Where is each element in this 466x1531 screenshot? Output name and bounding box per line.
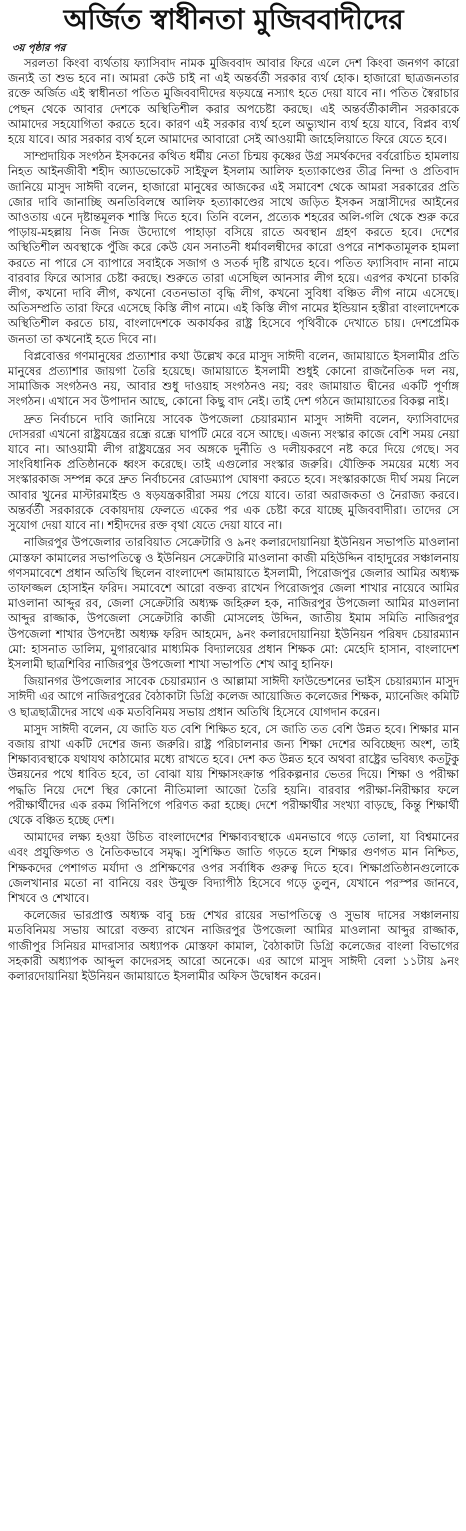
article-headline: অর্জিত স্বাধীনতা মুজিববাদীদের bbox=[63, 3, 404, 36]
continued-from-label: ৩য় পৃষ্ঠার পর bbox=[12, 43, 66, 54]
article-paragraph: কলেজের ভারপ্রাপ্ত অধ্যক্ষ বাবু চন্দ্র শেখর রায়ের সভাপতিত্বে ও সুভাষ দাসের সঞ্চালনায় মতবিনিময় সভায় আরো বক্তব্য রাখেন নাজিরপুর উপজেলা আমির মাওলানা আব্দুর রাজ্জাক, গাজীপুর সিনিয়র মাদরাসার অধ্যাপক মোস্তফা কামাল, বৈঠাকাটা ডিগ্রি কলেজের বাংলা বিভাগের সহকারী অধ্যাপক আব্দুল কাদেরসহ আরো অনেকে। এর আগে মাসুদ সাঈদী বেলা ১১টায় ৯নং কলারদোয়ানিয়া ইউনিয়ন জামায়াতে ইসলামীর অফিস উদ্বোধন করেন। bbox=[8, 908, 459, 983]
article-paragraph: সরলতা কিংবা ব্যর্থতায় ফ্যাসিবাদ নামক মুজিববাদ আবার ফিরে এলে দেশ কিংবা জনগণ কারো জন্যই তা শুভ হবে না। আমরা কেউ চাই না এই অন্তর্বর্তী সরকার ব্যর্থ হোক। হাজারো ছাত্রজনতার রক্তে অর্জিত এই স্বাধীনতা পতিত মুজিববাদীদের ষড়যন্ত্রে নস্যাৎ হতে দেয়া যাবে না। পতিত স্বৈরাচার পেছন থেকে আবার দেশকে অস্থিতিশীল করার অপচেষ্টা করছে। এই অন্তর্বর্তীকালীন সরকারকে আমাদের সহযোগিতা করতে হবে। কারণ এই সরকার ব্যর্থ হলে অভ্যুত্থান ব্যর্থ হয়ে যাবে, বিপ্লব ব্যর্থ হয়ে যাবে। আর সরকার ব্যর্থ হলে আমাদের আবারো সেই আওয়ামী জাহেলিয়াতে ফিরে যেতে হবে। bbox=[8, 56, 459, 147]
article-paragraph: সাম্প্রদায়িক সংগঠন ইসকনের কথিত ধর্মীয় নেতা চিন্ময় কৃষ্ণের উগ্র সমর্থকদের বর্বরোচিত হামলায় নিহত আইনজীবী শহীদ অ্যাডভোকেট সাইফুল ইসলাম আলিফ হত্যাকাণ্ডের তীব্র নিন্দা ও প্রতিবাদ জানিয়ে মাসুদ সাঈদী বলেন, হাজারো মানুষের আজকের এই সমাবেশ থেকে আমরা সরকারের প্রতি জোর দাবি জানাচ্ছি অনতিবিলম্বে আলিফ হত্যাকাণ্ডের সাথে জড়িত ইসকন সন্ত্রাসীদের আইনের আওতায় এনে দৃষ্টান্তমূলক শাস্তি দিতে হবে। তিনি বলেন, প্রত্যেক শহরের অলি-গলি থেকে শুরু করে পাড়ায়-মহল্লায় নিজ নিজ উদ্যোগে পাহাড়া বসিয়ে রাতে অবস্থান গ্রহণ করতে হবে। দেশের অস্থিতিশীল অবস্থাকে পুঁজি করে কেউ যেন সনাতনী ধর্মাবলম্বীদের কারো ওপরে নাশকতামূলক হামলা করতে না পারে সে ব্যাপারে সবাইকে সজাগ ও সতর্ক দৃষ্টি রাখতে হবে। পতিত ফ্যাসিবাদ নানা নামে বারবার ফিরে আসার চেষ্টা করছে। শুরুতে তারা এসেছিল আনসার লীগ হয়ে। এরপর কখনো চাকরি লীগ, কখনো দাবি লীগ, কখনো বেতনভাতা বৃদ্ধি লীগ, কখনো সুবিধা বঞ্চিত লীগ নামে এসেছে। অতিসম্প্রতি তারা ফিরে এসেছে কিস্তি লীগ নামে। এই কিস্তি লীগ নামের ইন্ডিয়ান হস্তীরা বাংলাদেশকে অস্থিতিশীল করতে চায়, বাংলাদেশকে অকার্যকর রাষ্ট্র হিসেবে পৃথিবীকে দেখাতে চায়। দেশপ্রেমিক জনতা তা কখনোই হতে দিবে না। bbox=[8, 149, 459, 346]
article-paragraph: মাসুদ সাঈদী বলেন, যে জাতি যত বেশি শিক্ষিত হবে, সে জাতি তত বেশি উন্নত হবে। শিক্ষার মান বজায় রাখা একটি দেশের জন্য জরুরি। রাষ্ট্র পরিচালনার জন্য শিক্ষা দেশের অবিচ্ছেদ্য অংশ, তাই শিক্ষাব্যবস্থাকে যথাযথ কাঠামোর মধ্যে রাখতে হবে। দেশ কত উন্নত হবে অথবা রাষ্ট্রের ভবিষ্যৎ কতটুকু উন্নয়নের পথে ধাবিত হবে, তা বোঝা যায় শিক্ষাসংক্রান্ত পরিকল্পনার ভেতর দিয়ে। শিক্ষা ও পরীক্ষা পদ্ধতি নিয়ে দেশে স্থির কোনো নীতিমালা আজো তৈরি হয়নি। বারবার পরীক্ষা-নিরীক্ষার ফলে পরীক্ষার্থীদের এক রকম গিনিপিগে পরিণত করা হচ্ছে। দেশে পরীক্ষার্থীর সংখ্যা বাড়ছে, কিন্তু শিক্ষার্থী থেকে বঞ্চিত হচ্ছে দেশ। bbox=[8, 721, 459, 827]
article-paragraph: দ্রুত নির্বাচনে দাবি জানিয়ে সাবেক উপজেলা চেয়ারম্যান মাসুদ সাঈদী বলেন, ফ্যাসিবাদের দোসররা এখনো রাষ্ট্রযন্ত্রের রন্ধ্রে রন্ধ্রে ঘাপটি মেরে বসে আছে। এজন্য সংস্কার কাজে বেশি সময় নেয়া যাবে না। আওয়ামী লীগ রাষ্ট্রযন্ত্রের সব অঙ্গকে দুর্নীতি ও দলীয়করণে নষ্ট করে দিয়ে গেছে। সব সাংবিধানিক প্রতিষ্ঠানকে ধ্বংস করেছে। তাই এগুলোর সংস্কার জরুরি। যৌক্তিক সময়ের মধ্যে সব সংস্কারকাজ সম্পন্ন করে দ্রুত নির্বাচনের রোডম্যাপ ঘোষণা করতে হবে। সংস্কারকাজে দীর্ঘ সময় নিলে আবার খুনের মাস্টারমাইন্ড ও ষড়যন্ত্রকারীরা সময় পেয়ে যাবে। তারা অরাজকতা ও নৈরাজ্য করবে। অন্তর্বর্তী সরকারকে বেকায়দায় ফেলতে একের পর এক চেষ্টা করে যাচ্ছে মুজিববাদীরা। তাদের সে সুযোগ দেয়া যাবে না। শহীদদের রক্ত বৃথা যেতে দেয়া যাবে না। bbox=[8, 411, 459, 533]
article-paragraph: জিয়ানগর উপজেলার সাবেক চেয়ারম্যান ও আল্লামা সাঈদী ফাউন্ডেশনের ভাইস চেয়ারম্যান মাসুদ সাঈদী এর আগে নাজিরপুরের বৈঠাকাটা ডিগ্রি কলেজ আয়োজিত কলেজের শিক্ষক, ম্যানেজিং কমিটি ও ছাত্রছাত্রীদের সাথে এক মতবিনিময় সভায় প্রধান অতিথি হিসেবে যোগদান করেন। bbox=[8, 674, 459, 719]
article-paragraph: বিপ্লবোত্তর গণমানুষের প্রত্যাশার কথা উল্লেখ করে মাসুদ সাঈদী বলেন, জামায়াতে ইসলামীর প্রতি মানুষের প্রত্যাশার জায়গা তৈরি হয়েছে। জামায়াতে ইসলামী শুধুই কোনো রাজনৈতিক দল নয়, সামাজিক সংগঠনও নয়, আবার শুধু দাওয়াহ সংগঠনও নয়; বরং জামায়াত দ্বীনের একটি পূর্ণাঙ্গ সংগঠন। এখানে সব উপাদান আছে, কোনো কিছু বাদ নেই। তাই দেশ গঠনে জামায়াতের বিকল্প নাই। bbox=[8, 348, 459, 409]
article-paragraph: নাজিরপুর উপজেলার তারবিয়াত সেক্রেটারি ও ৯নং কলারদোয়ানিয়া ইউনিয়ন সভাপতি মাওলানা মোস্তফা কামালের সভাপতিত্বে ও ইউনিয়ন সেক্রেটারি মাওলানা কাজী মহিউদ্দিন বাহাদুরের সঞ্চালনায় গণসমাবেশে প্রধান অতিথি ছিলেন বাংলাদেশ জামায়াতে ইসলামী, পিরোজপুর জেলার আমির অধ্যক্ষ তাফাজ্জল হোসাইন ফরিদ। সমাবেশে আরো বক্তব্য রাখেন পিরোজপুর জেলা শাখার নায়েবে আমির মাওলানা আব্দুর রব, জেলা সেক্রেটারি অধ্যক্ষ জহিরুল হক, নাজিরপুর উপজেলা আমির মাওলানা আব্দুর রাজ্জাক, উপজেলা সেক্রেটারি কাজী মোসলেহ উদ্দিন, জাতীয় ইমাম সমিতি নাজিরপুর উপজেলা শাখার উপদেষ্টা অধ্যক্ষ ফরিদ আহমেদ, ৯নং কলারদোয়ানিয়া ইউনিয়ন পরিষদ চেয়ারম্যান মো: হাসনাত ডালিম, মুগারঝোর মাধ্যমিক বিদ্যালয়ের প্রধান শিক্ষক মো: মেহেদি হাসান, বাংলাদেশ ইসলামী ছাত্রশিবির নাজিরপুর উপজেলা শাখা সভাপতি শেখ আবু হানিফ। bbox=[8, 535, 459, 671]
article-paragraph: আমাদের লক্ষ্য হওয়া উচিত বাংলাদেশের শিক্ষাব্যবস্থাকে এমনভাবে গড়ে তোলা, যা বিশ্বমানের এবং প্রযুক্তিগত ও নৈতিকভাবে সমৃদ্ধ। সুশিক্ষিত জাতি গড়তে হলে শিক্ষার গুণগত মান নিশ্চিত, শিক্ষকদের পেশাগত মর্যাদা ও প্রশিক্ষণের ওপর সর্বাধিক গুরুত্ব দিতে হবে। শিক্ষাপ্রতিষ্ঠানগুলোকে জেলখানার মতো না বানিয়ে বরং উন্মুক্ত বিদ্যাপীঠ হিসেবে গড়ে তুলুন, যেখানে পরস্পর জানবে, শিখবে ও শেখাবে। bbox=[8, 830, 459, 905]
article-body bbox=[8, 56, 459, 984]
